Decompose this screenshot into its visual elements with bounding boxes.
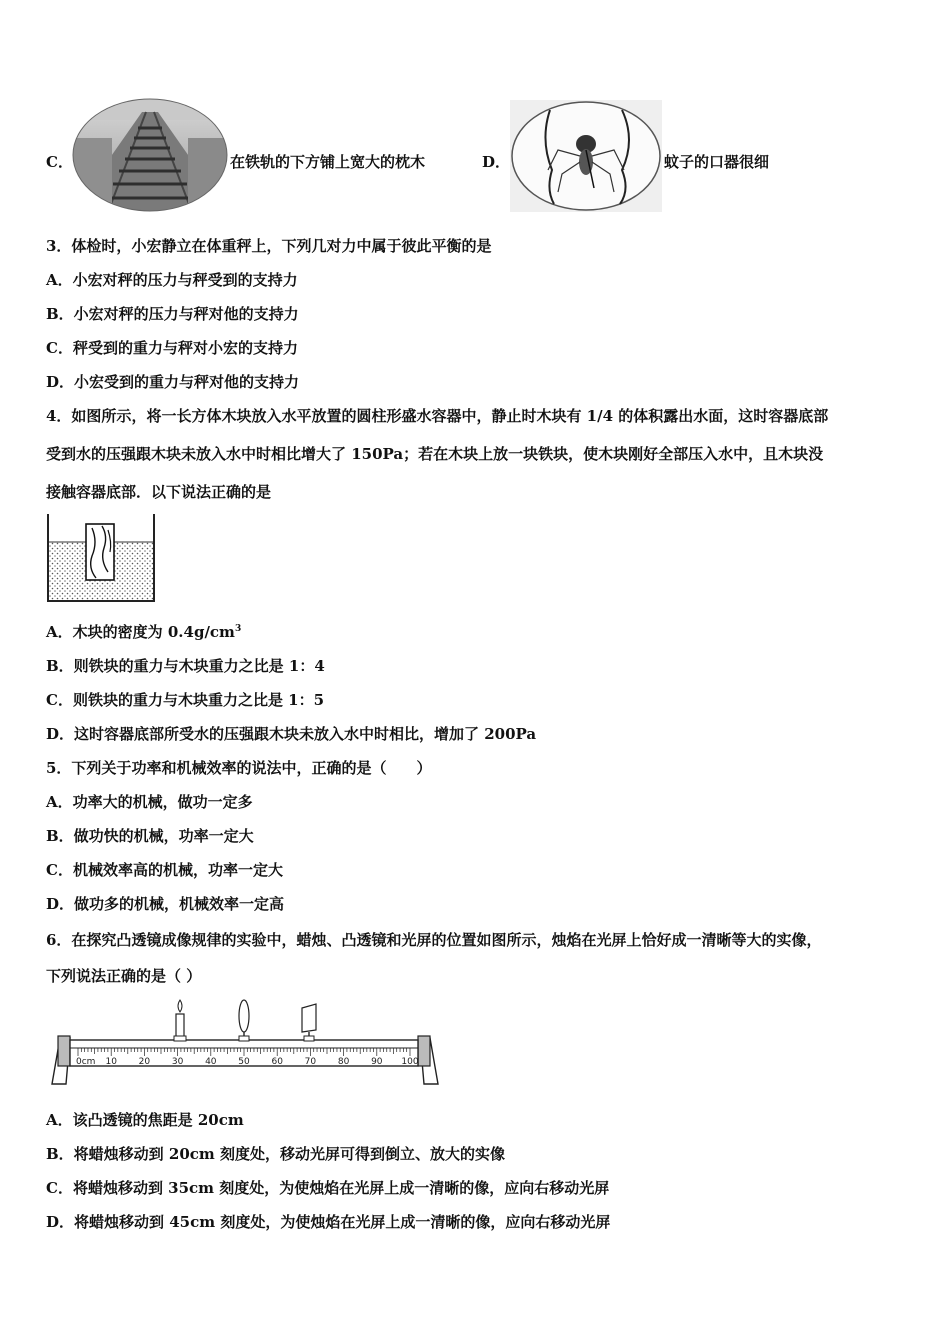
q5-option-a: A．功率大的机械，做功一定多 xyxy=(46,793,253,811)
q5-option-d: D．做功多的机械，机械效率一定高 xyxy=(46,895,285,913)
q3-option-b: B．小宏对秤的压力与秤对他的支持力 xyxy=(46,305,299,323)
ruler-label: 30 xyxy=(171,1057,184,1067)
ruler-label: 50 xyxy=(238,1057,250,1067)
q5-stem: 5．下列关于功率和机械效率的说法中，正确的是（ ） xyxy=(46,759,432,777)
q4-option-b: B．则铁块的重力与木块重力之比是 1：4 xyxy=(46,657,325,675)
q2-option-c-text: 在铁轨的下方铺上宽大的枕木 xyxy=(230,153,426,171)
q6-stem-line-1: 6．在探究凸透镜成像规律的实验中，蜡烛、凸透镜和光屏的位置如图所示，烛焰在光屏上恰好成一清晰等大的实像， xyxy=(46,931,822,949)
ruler-label: 100 xyxy=(401,1057,419,1067)
q4-option-c: C．则铁块的重力与木块重力之比是 1：5 xyxy=(46,691,325,709)
q3-stem: 3．体检时，小宏静立在体重秤上，下列几对力中属于彼此平衡的是 xyxy=(46,237,492,255)
candle xyxy=(174,1000,186,1041)
q6-option-b: B．将蜡烛移动到 20cm 刻度处，移动光屏可得到倒立、放大的实像 xyxy=(46,1145,506,1163)
q2-option-c-letter: C． xyxy=(46,153,73,171)
q5-option-b: B．做功快的机械，功率一定大 xyxy=(46,827,254,845)
convex-lens xyxy=(239,1000,249,1041)
q3-option-c: C．秤受到的重力与秤对小宏的支持力 xyxy=(46,339,298,357)
q4-stem-line-2: 受到水的压强跟木块未放入水中时相比增大了 150Pa；若在木块上放一块铁块，使木块刚好全部压入水中，且木块没 xyxy=(46,445,824,463)
optical-bench-diagram xyxy=(46,998,446,1090)
light-screen xyxy=(302,1004,316,1041)
container-with-wood-block-diagram xyxy=(46,512,158,604)
ruler-label: 60 xyxy=(271,1057,283,1067)
ruler-label: 20 xyxy=(138,1057,151,1067)
q4-option-a xyxy=(46,622,241,642)
railway-track-image xyxy=(72,98,228,212)
q6-option-a: A．该凸透镜的焦距是 20cm xyxy=(46,1111,244,1129)
q6-option-c: C．将蜡烛移动到 35cm 刻度处，为使烛焰在光屏上成一清晰的像，应向右移动光屏 xyxy=(46,1179,610,1197)
ruler-label: 70 xyxy=(304,1057,317,1067)
q2-option-d-letter: D． xyxy=(482,153,511,171)
ruler-label: 40 xyxy=(205,1057,217,1067)
q4-stem-line-3: 接触容器底部．以下说法正确的是 xyxy=(46,483,272,501)
q4-option-a-superscript: 3 xyxy=(234,624,242,634)
mosquito-image xyxy=(510,100,662,212)
q4-stem-line-1: 4．如图所示，将一长方体木块放入水平放置的圆柱形盛水容器中，静止时木块有 1/4 的体积露出水面，这时容器底部 xyxy=(46,407,829,425)
ruler-label: 0cm xyxy=(76,1057,96,1067)
ruler-label: 90 xyxy=(371,1057,383,1067)
q5-option-c: C．机械效率高的机械，功率一定大 xyxy=(46,861,283,879)
q4-option-d: D．这时容器底部所受水的压强跟木块未放入水中时相比，增加了 200Pa xyxy=(46,725,537,743)
ruler-label: 80 xyxy=(337,1057,350,1067)
q3-option-d: D．小宏受到的重力与秤对他的支持力 xyxy=(46,373,300,391)
q6-stem-line-2: 下列说法正确的是（ ） xyxy=(46,967,202,985)
q2-option-d-text: 蚊子的口器很细 xyxy=(664,153,770,171)
q4-option-a-text: A．木块的密度为 0.4g/cm xyxy=(46,623,235,641)
q3-option-a: A．小宏对秤的压力与秤受到的支持力 xyxy=(46,271,298,289)
q6-option-d: D．将蜡烛移动到 45cm 刻度处，为使烛焰在光屏上成一清晰的像，应向右移动光屏 xyxy=(46,1213,611,1231)
ruler-label: 10 xyxy=(105,1057,117,1067)
